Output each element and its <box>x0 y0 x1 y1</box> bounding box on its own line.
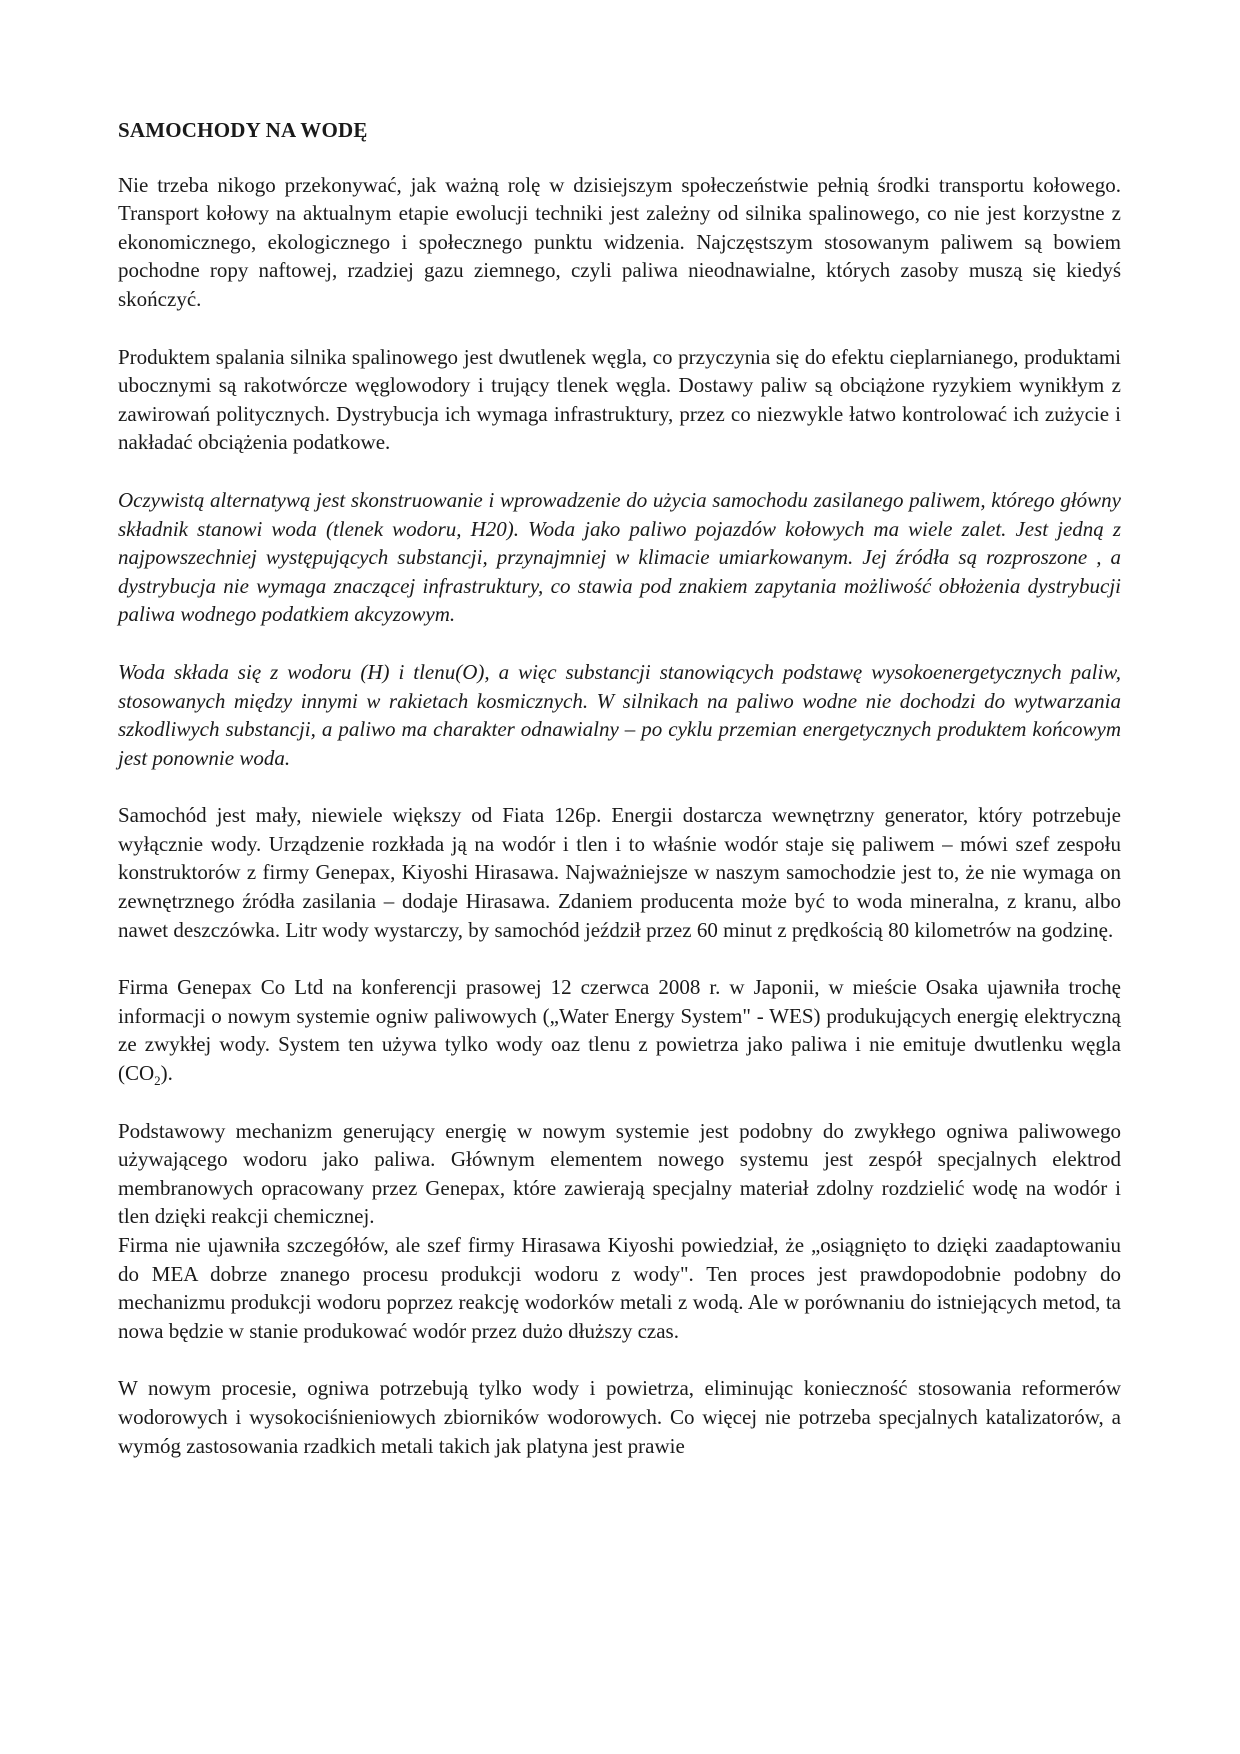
paragraph-genepax-conference <box>118 973 1121 1087</box>
paragraph-mea-process: Firma nie ujawniła szczegółów, ale szef firmy Hirasawa Kiyoshi powiedział, że „osiągnięto to dzięki zaadaptowaniu do MEA dobrze znanego procesu produkcji wodoru z wody". Ten proces jest prawdopodobnie podobny do mechanizmu produkcji wodoru poprzez reakcję wodorków metali z wodą. Ale w porównaniu do istniejących metod, ta nowa będzie w stanie produkować wodór przez dużo dłuższy czas. <box>118 1233 1121 1343</box>
paragraph-car-description: Samochód jest mały, niewiele większy od Fiata 126p. Energii dostarcza wewnętrzny generator, który potrzebuje wyłącznie wody. Urządzenie rozkłada ją na wodór i tlen i to właśnie wodór staje się paliwem – mówi szef zespołu konstruktorów z firmy Genepax, Kiyoshi Hirasawa. Najważniejsze w naszym samochodzie jest to, że nie wymaga on zewnętrznego źródła zasilania – dodaje Hirasawa. Zdaniem producenta może być to woda mineralna, z kranu, albo nawet deszczówka. Litr wody wystarczy, by samochód jeździł przez 60 minut z prędkością 80 kilometrów na godzinę. <box>118 803 1121 942</box>
document-title: SAMOCHODY NA WODĘ <box>118 118 368 142</box>
paragraph-intro: Nie trzeba nikogo przekonywać, jak ważną rolę w dzisiejszym społeczeństwie pełnią środki transportu kołowego. Transport kołowy na aktualnym etapie ewolucji techniki jest zależny od silnika spalinowego, co nie jest korzystne z ekonomicznego, ekologicznego i społecznego punktu widzenia. Najczęstszym stosowanym paliwem są bowiem pochodne ropy naftowej, rzadziej gazu ziemnego, czyli paliwa nieodnawialne, których zasoby muszą się kiedyś skończyć. <box>118 172 1121 311</box>
paragraph-mechanism: Podstawowy mechanizm generujący energię w nowym systemie jest podobny do zwykłego ogniwa paliwowego używającego wodoru jako paliwa. Głównym elementem nowego systemu jest zespół specjalnych elektrod membranowych opracowany przez Genepax, które zawierają specjalny materiał zdolny rozdzielić wodę na wodór i tlen dzięki reakcji chemicznej. <box>118 1118 1121 1229</box>
co2-subscript: 2 <box>154 1073 161 1089</box>
document-body <box>118 116 1121 1489</box>
paragraph-combustion: Produktem spalania silnika spalinowego jest dwutlenek węgla, co przyczynia się do efektu cieplarnianego, produktami ubocznymi są rakotwórcze węglowodory i trujący tlenek węgla. Dostawy paliw są obciążone ryzykiem wynikłym z zawirowań politycznych. Dystrybucja ich wymaga infrastruktury, przez co niezwykle łatwo kontrolować ich zużycie i nakładać obciążenia podatkowe. <box>118 344 1121 455</box>
paragraph-water-composition: Woda składa się z wodoru (H) i tlenu(O), a więc substancji stanowiących podstawę wysokoenergetycznych paliw, stosowanych między innymi w rakietach kosmicznych. W silnikach na paliwo wodne nie dochodzi do wytwarzania szkodliwych substancji, a paliwo ma charakter odnawialny – po cyklu przemian energetycznych produktem końcowym jest ponownie woda. <box>118 659 1121 770</box>
paragraph-water-alternative: Oczywistą alternatywą jest skonstruowanie i wprowadzenie do użycia samochodu zasilanego paliwem, którego główny składnik stanowi woda (tlenek wodoru, H20). Woda jako paliwo pojazdów kołowych ma wiele zalet. Jest jedną z najpowszechniej występujących substancji, przynajmniej w klimacie umiarkowanym. Jej źródła są rozproszone , a dystrybucja nie wymaga znaczącej infrastruktury, co stawia pod znakiem zapytania możliwość obłożenia dystrybucji paliwa wodnego podatkiem akcyzowym. <box>118 487 1121 627</box>
paragraph-genepax-end: ). <box>160 1061 173 1086</box>
paragraph-new-process: W nowym procesie, ogniwa potrzebują tylko wody i powietrza, eliminując konieczność stosowania reformerów wodorowych i wysokociśnieniowych zbiorników wodorowych. Co więcej nie potrzeba specjalnych katalizatorów, a wymóg zastosowania rzadkich metali takich jak platyna jest prawie <box>118 1376 1121 1458</box>
paragraph-genepax-text: Firma Genepax Co Ltd na konferencji prasowej 12 czerwca 2008 r. w Japonii, w mieście Osaka ujawniła trochę informacji o nowym systemie ogniw paliwowych („Water Energy System" - WES) produkujących energię elektryczną ze zwykłej wody. System ten używa tylko wody oaz tlenu z powietrza jako paliwa i nie emituje dwutlenku węgla (CO <box>118 975 1121 1086</box>
